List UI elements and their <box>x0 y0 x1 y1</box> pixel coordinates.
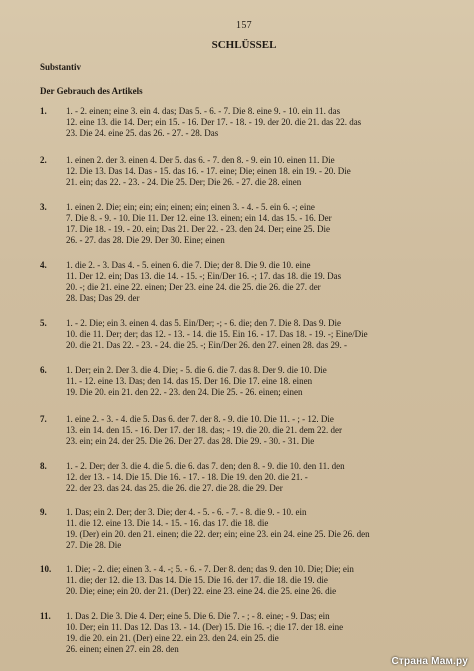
exercise-answers <box>66 202 448 246</box>
answer-line: 23. ein; ein 24. der 25. Die 26. Der 27. das 28. Die 29. - 30. - 31. Die <box>66 436 315 446</box>
answer-line: 12. der 13. - 14. Die 15. Die 16. - 17. - 18. Die 19. den 20. die 21. - <box>66 472 308 482</box>
answer-key-list <box>40 106 448 655</box>
answer-line: 19. die 20. ein 21. (Der) eine 22. ein 23. den 24. ein 25. die <box>66 633 279 643</box>
exercise-answers <box>66 507 448 551</box>
exercise-number: 2. <box>40 155 47 165</box>
answer-line: 10. die 11. Der; der; das 12. - 13. - 14. die 15. Ein 16. - 17. Das 18. - 19. -; Eine/Die <box>66 329 368 339</box>
answer-line: 13. ein 14. den 15. - 16. Der 17. der 18. das; - 19. die 20. die 21. dem 22. der <box>66 425 342 435</box>
answer-line: 27. Die 28. Die <box>66 540 122 550</box>
exercise-entry <box>40 564 448 597</box>
answer-line: 20. -; die 21. eine 22. einen; Der 23. eine 24. die 25. die 26. die 27. der <box>66 282 321 292</box>
answer-line: 23. Die 24. eine 25. das 26. - 27. - 28. Das <box>66 128 219 138</box>
section-heading: Substantiv <box>40 62 82 72</box>
answer-line: 20. die 21. Das 22. - 23. - 24. die 25. -; Ein/Der 26. den 27. einen 28. das 29. - <box>66 340 347 350</box>
site-watermark: Страна Мам.ру <box>391 656 468 667</box>
answer-line: 1. Die; - 2. die; einen 3. - 4. -; 5. - 6. - 7. Der 8. den; das 9. den 10. Die; Die; ein <box>66 564 354 574</box>
exercise-answers <box>66 155 448 188</box>
exercise-entry <box>40 461 448 494</box>
exercise-number: 4. <box>40 260 47 270</box>
exercise-number: 1. <box>40 106 47 116</box>
exercise-entry <box>40 507 448 551</box>
exercise-number: 8. <box>40 461 47 471</box>
answer-line: 28. Das; Das 29. der <box>66 293 140 303</box>
answer-line: 1. Der; ein 2. Der 3. die 4. Die; - 5. die 6. die 7. das 8. Der 9. die 10. Die <box>66 365 327 375</box>
answer-line: 1. einen 2. Die; ein; ein; ein; einen; ein; einen 3. - 4. - 5. ein 6. -; eine <box>66 202 315 212</box>
exercise-answers <box>66 414 448 447</box>
exercise-answers <box>66 365 448 398</box>
exercise-entry <box>40 260 448 304</box>
exercise-number: 6. <box>40 365 47 375</box>
answer-line: 26. einen; einen 27. ein 28. den <box>66 644 179 654</box>
exercise-entry <box>40 106 448 139</box>
exercise-answers <box>66 611 448 655</box>
exercise-entry <box>40 414 448 447</box>
answer-line: 26. - 27. das 28. Die 29. Der 30. Eine; einen <box>66 235 225 245</box>
answer-line: 7. Die 8. - 9. - 10. Die 11. Der 12. eine 13. einen; ein 14. das 15. - 16. Der <box>66 213 332 223</box>
exercise-entry <box>40 365 448 398</box>
answer-line: 12. Die 13. Das 14. Das - 15. das 16. - 17. eine; Die; einen 18. ein 19. - 20. Die <box>66 166 351 176</box>
answer-line: 11. die 12. eine 13. Die 14. - 15. - 16. das 17. die 18. die <box>66 518 269 528</box>
exercise-number: 10. <box>40 564 52 574</box>
exercise-entry <box>40 611 448 655</box>
answer-line: 1. eine 2. - 3. - 4. die 5. Das 6. der 7. der 8. - 9. die 10. Die 11. - ; - 12. Die <box>66 414 334 424</box>
answer-line: 1. - 2. Die; ein 3. einen 4. das 5. Ein/Der; -; - 6. die; den 7. Die 8. Das 9. Die <box>66 318 341 328</box>
page-title: SCHLÜSSEL <box>211 39 277 51</box>
answer-line: 19. Die 20. ein 21. den 22. - 23. den 24. Die 25. - 26. einen; einen <box>66 387 303 397</box>
exercise-entry <box>40 155 448 188</box>
answer-line: 17. Die 18. - 19. - 20. ein; Das 21. Der 22. - 23. den 24. Der; eine 25. Die <box>66 224 330 234</box>
answer-line: 21. ein; das 22. - 23. - 24. Die 25. Der; Die 26. - 27. die 28. einen <box>66 177 302 187</box>
answer-line: 1. - 2. Der; der 3. die 4. die 5. die 6. das 7. den; den 8. - 9. die 10. den 11. den <box>66 461 345 471</box>
subsection-heading: Der Gebrauch des Artikels <box>40 86 143 96</box>
answer-line: 1. die 2. - 3. Das 4. - 5. einen 6. die 7. Die; der 8. Die 9. die 10. eine <box>66 260 311 270</box>
exercise-answers <box>66 106 448 139</box>
answer-line: 1. - 2. einen; eine 3. ein 4. das; Das 5. - 6. - 7. Die 8. eine 9. - 10. ein 11. das <box>66 106 341 116</box>
answer-line: 11. - 12. eine 13. Das; den 14. das 15. Der 16. Die 17. eine 18. einen <box>66 376 313 386</box>
exercise-entry <box>40 202 448 246</box>
answer-line: 22. der 23. das 24. das 25. die 26. die 27. die 28. die 29. Der <box>66 483 283 493</box>
answer-line: 19. (Der) ein 20. den 21. einen; die 22. der; ein; eine 23. ein 24. eine 25. Die 26. den <box>66 529 370 539</box>
exercise-number: 5. <box>40 318 47 328</box>
exercise-answers <box>66 318 448 351</box>
answer-line: 11. Der 12. ein; Das 13. die 14. - 15. -; Ein/Der 16. -; 17. das 18. die 19. Das <box>66 271 342 281</box>
exercise-number: 3. <box>40 202 47 212</box>
exercise-answers <box>66 564 448 597</box>
exercise-entry <box>40 318 448 351</box>
exercise-number: 7. <box>40 414 47 424</box>
exercise-number: 11. <box>40 611 51 621</box>
page-number: 157 <box>236 20 252 31</box>
answer-line: 1. Das 2. Die 3. Die 4. Der; eine 5. Die 6. Die 7. - ; - 8. eine; - 9. Das; ein <box>66 611 330 621</box>
answer-line: 10. Der; ein 11. Das 12. Das 13. - 14. (Der) 15. Die 16. -; die 17. der 18. eine <box>66 622 344 632</box>
answer-line: 1. Das; ein 2. Der; der 3. Die; der 4. - 5. - 6. - 7. - 8. die 9. - 10. ein <box>66 507 307 517</box>
exercise-number: 9. <box>40 507 47 517</box>
answer-line: 11. die; der 12. die 13. Das 14. Die 15. Die 16. der 17. die 18. die 19. die <box>66 575 328 585</box>
answer-line: 12. eine 13. die 14. Der; ein 15. - 16. Der 17. - 18. - 19. der 20. die 21. das 22. das <box>66 117 362 127</box>
answer-line: 1. einen 2. der 3. einen 4. Der 5. das 6. - 7. den 8. - 9. ein 10. einen 11. Die <box>66 155 335 165</box>
answer-line: 20. Die; eine; ein 20. der 21. (Der) 22. eine 23. eine 24. die 25. eine 26. die <box>66 586 337 596</box>
exercise-answers <box>66 461 448 494</box>
exercise-answers <box>66 260 448 304</box>
